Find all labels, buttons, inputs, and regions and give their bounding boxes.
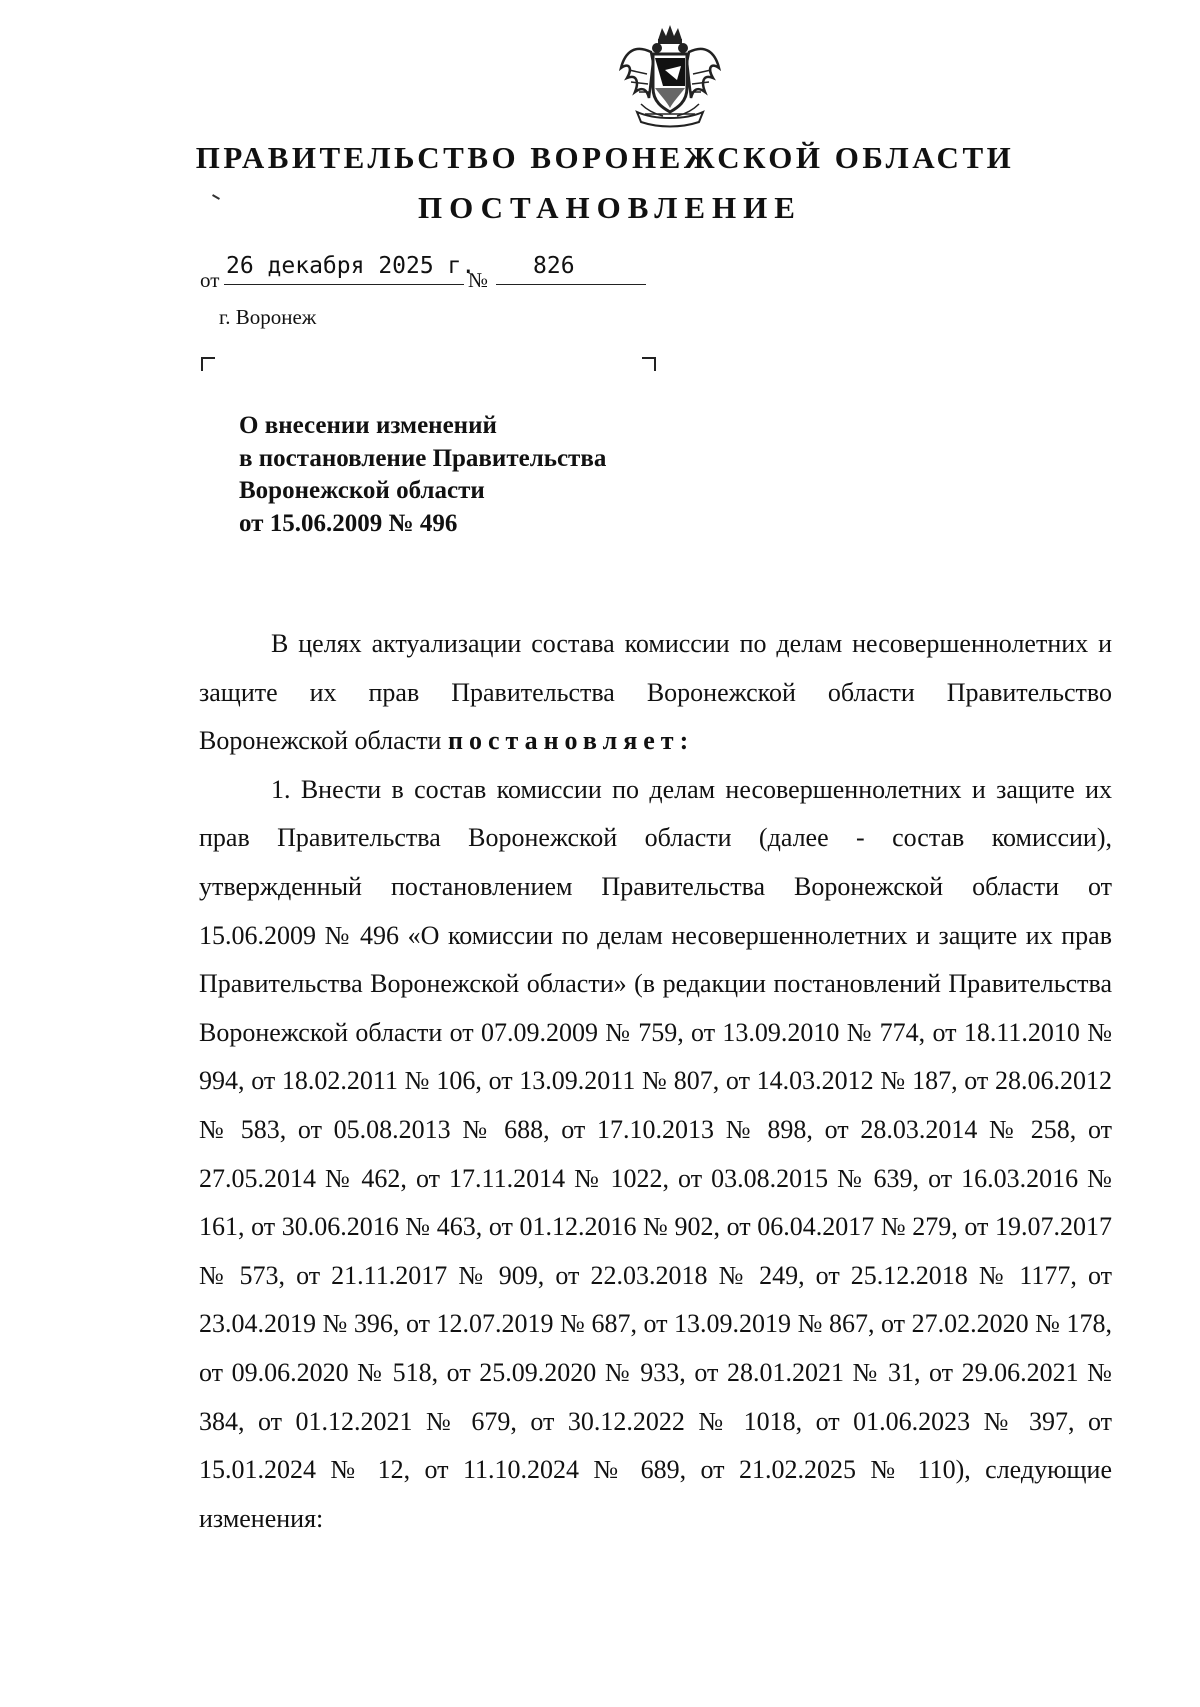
coat-of-arms-icon — [615, 22, 725, 134]
city: г. Воронеж — [219, 305, 317, 329]
subject-line: в постановление Правительства — [239, 444, 607, 472]
subject-line: от 15.06.2009 № 496 — [239, 509, 458, 537]
document-date: 26 декабря 2025 г. — [226, 253, 476, 279]
preamble-paragraph — [199, 620, 1112, 766]
document-body — [199, 620, 1112, 1543]
number-prefix: № — [468, 268, 489, 292]
document-subject — [239, 410, 606, 540]
resolution-verb: постановляет: — [447, 726, 695, 756]
preamble-text: В целях актуализации состава комиссии по делам несовершеннолетних и защите их прав Правительства Воронежской области Правительство Воронежской области — [199, 629, 1112, 756]
date-prefix: от — [200, 268, 220, 292]
organization-title: ПРАВИТЕЛЬСТВО ВОРОНЕЖСКОЙ ОБЛАСТИ — [195, 140, 1015, 175]
corner-bracket-right — [642, 357, 656, 371]
number-underline — [496, 284, 646, 285]
subject-line: Воронежской области — [239, 477, 485, 504]
date-underline — [224, 284, 464, 285]
corner-bracket-left — [201, 357, 215, 371]
subject-line: О внесении изменений — [239, 412, 497, 439]
document-number: 826 — [533, 253, 575, 279]
document-type: ПОСТАНОВЛЕНИЕ — [418, 190, 802, 225]
clause-1-paragraph: 1. Внести в состав комиссии по делам несовершеннолетних и защите их прав Правительства Воронежской области (далее - состав комиссии), утвержденный постановлением Правительства Воронежской области от 15.06.2009 № 496 «О комиссии по делам несовершеннолетних и защите их прав Правительства Воронежской области» (в редакции постановлений Правительства Воронежской области от 07.09.2009 № 759, от 13.09.2010 № 774, от 18.11.2010 № 994, от 18.02.2011 № 106, от 13.09.2011 № 807, от 14.03.2012 № 187, от 28.06.2012 № 583, от 05.08.2013 № 688, от 17.10.2013 № 898, от 28.03.2014 № 258, от 27.05.2014 № 462, от 17.11.2014 № 1022, от 03.08.2015 № 639, от 16.03.2016 № 161, от 30.06.2016 № 463, от 01.12.2016 № 902, от 06.04.2017 № 279, от 19.07.2017 № 573, от 21.11.2017 № 909, от 22.03.2018 № 249, от 25.12.2018 № 1177, от 23.04.2019 № 396, от 12.07.2019 № 687, от 13.09.2019 № 867, от 27.02.2020 № 178, от 09.06.2020 № 518, от 25.09.2020 № 933, от 28.01.2021 № 31, от 29.06.2021 № 384, от 01.12.2021 № 679, от 30.12.2022 № 1018, от 01.06.2023 № 397, от 15.01.2024 № 12, от 11.10.2024 № 689, от 21.02.2025 № 110), следующие изменения: — [199, 774, 1112, 1533]
